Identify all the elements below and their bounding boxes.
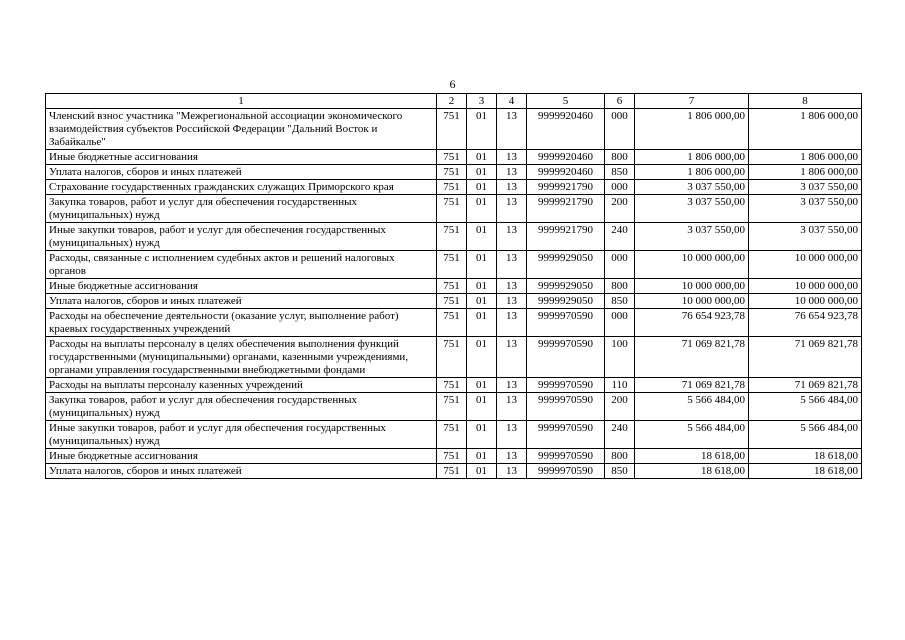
target-article-code: 9999920460 [527,109,605,150]
table-row [46,279,862,294]
amount-column-7: 76 654 923,78 [635,309,749,337]
section-code: 01 [467,279,497,294]
column-header: 5 [527,94,605,109]
table-header-row [46,94,862,109]
table-row [46,294,862,309]
section-code: 01 [467,309,497,337]
subsection-code: 13 [497,150,527,165]
expense-name: Расходы, связанные с исполнением судебных актов и решений налоговых органов [46,251,437,279]
subsection-code: 13 [497,180,527,195]
subsection-code: 13 [497,294,527,309]
amount-column-7: 3 037 550,00 [635,223,749,251]
target-article-code: 9999921790 [527,180,605,195]
column-header: 1 [46,94,437,109]
column-header: 8 [749,94,862,109]
expense-type-code: 000 [605,180,635,195]
table-row [46,464,862,479]
expense-type-code: 100 [605,337,635,378]
table-row [46,109,862,150]
amount-column-8: 10 000 000,00 [749,279,862,294]
target-article-code: 9999970590 [527,309,605,337]
amount-column-7: 10 000 000,00 [635,251,749,279]
column-header: 2 [437,94,467,109]
target-article-code: 9999970590 [527,378,605,393]
expense-type-code: 200 [605,393,635,421]
subsection-code: 13 [497,223,527,251]
expense-name: Уплата налогов, сборов и иных платежей [46,165,437,180]
ministry-code: 751 [437,150,467,165]
amount-column-7: 18 618,00 [635,464,749,479]
amount-column-7: 18 618,00 [635,449,749,464]
section-code: 01 [467,150,497,165]
expense-type-code: 000 [605,109,635,150]
amount-column-8: 71 069 821,78 [749,378,862,393]
table-row [46,195,862,223]
ministry-code: 751 [437,251,467,279]
target-article-code: 9999921790 [527,195,605,223]
expense-type-code: 000 [605,309,635,337]
target-article-code: 9999970590 [527,449,605,464]
amount-column-8: 10 000 000,00 [749,251,862,279]
table-row [46,337,862,378]
section-code: 01 [467,195,497,223]
target-article-code: 9999929050 [527,294,605,309]
expense-name: Уплата налогов, сборов и иных платежей [46,294,437,309]
column-header: 6 [605,94,635,109]
expense-type-code: 850 [605,294,635,309]
target-article-code: 9999970590 [527,464,605,479]
expense-type-code: 800 [605,150,635,165]
subsection-code: 13 [497,279,527,294]
expense-type-code: 800 [605,279,635,294]
expense-name: Иные бюджетные ассигнования [46,150,437,165]
amount-column-8: 10 000 000,00 [749,294,862,309]
subsection-code: 13 [497,309,527,337]
column-header: 7 [635,94,749,109]
subsection-code: 13 [497,393,527,421]
section-code: 01 [467,180,497,195]
page-number: 6 [449,77,456,91]
target-article-code: 9999970590 [527,337,605,378]
ministry-code: 751 [437,279,467,294]
expense-name: Иные закупки товаров, работ и услуг для обеспечения государственных (муниципальных) нужд [46,421,437,449]
target-article-code: 9999929050 [527,251,605,279]
amount-column-7: 5 566 484,00 [635,421,749,449]
amount-column-8: 18 618,00 [749,449,862,464]
section-code: 01 [467,421,497,449]
ministry-code: 751 [437,165,467,180]
amount-column-7: 71 069 821,78 [635,378,749,393]
subsection-code: 13 [497,195,527,223]
expense-type-code: 850 [605,464,635,479]
budget-table [45,93,862,479]
subsection-code: 13 [497,378,527,393]
ministry-code: 751 [437,393,467,421]
amount-column-8: 71 069 821,78 [749,337,862,378]
amount-column-8: 5 566 484,00 [749,393,862,421]
column-header: 3 [467,94,497,109]
subsection-code: 13 [497,109,527,150]
section-code: 01 [467,393,497,421]
table-row [46,165,862,180]
section-code: 01 [467,165,497,180]
amount-column-7: 3 037 550,00 [635,195,749,223]
table-row [46,150,862,165]
table-row [46,251,862,279]
section-code: 01 [467,449,497,464]
expense-type-code: 200 [605,195,635,223]
expense-type-code: 000 [605,251,635,279]
section-code: 01 [467,294,497,309]
expense-name: Членский взнос участника "Межрегиональной ассоциации экономического взаимодействия субъектов Российской Федерации "Дальний Восток и Забайкалье" [46,109,437,150]
expense-type-code: 110 [605,378,635,393]
amount-column-8: 3 037 550,00 [749,223,862,251]
ministry-code: 751 [437,294,467,309]
section-code: 01 [467,109,497,150]
table-row [46,393,862,421]
table-row [46,223,862,251]
expense-name: Иные закупки товаров, работ и услуг для обеспечения государственных (муниципальных) нужд [46,223,437,251]
table-row [46,449,862,464]
target-article-code: 9999921790 [527,223,605,251]
expense-name: Расходы на обеспечение деятельности (оказание услуг, выполнение работ) краевых государственных учреждений [46,309,437,337]
subsection-code: 13 [497,421,527,449]
ministry-code: 751 [437,337,467,378]
ministry-code: 751 [437,464,467,479]
expense-type-code: 850 [605,165,635,180]
table-row [46,378,862,393]
expense-name: Закупка товаров, работ и услуг для обеспечения государственных (муниципальных) нужд [46,393,437,421]
ministry-code: 751 [437,180,467,195]
ministry-code: 751 [437,309,467,337]
ministry-code: 751 [437,421,467,449]
expense-type-code: 240 [605,223,635,251]
expense-name: Закупка товаров, работ и услуг для обеспечения государственных (муниципальных) нужд [46,195,437,223]
expense-name: Расходы на выплаты персоналу казенных учреждений [46,378,437,393]
amount-column-7: 5 566 484,00 [635,393,749,421]
subsection-code: 13 [497,464,527,479]
amount-column-8: 1 806 000,00 [749,109,862,150]
section-code: 01 [467,251,497,279]
amount-column-7: 1 806 000,00 [635,109,749,150]
target-article-code: 9999920460 [527,165,605,180]
ministry-code: 751 [437,109,467,150]
amount-column-8: 18 618,00 [749,464,862,479]
section-code: 01 [467,464,497,479]
target-article-code: 9999929050 [527,279,605,294]
amount-column-8: 5 566 484,00 [749,421,862,449]
amount-column-7: 1 806 000,00 [635,150,749,165]
ministry-code: 751 [437,223,467,251]
table-body [46,109,862,479]
target-article-code: 9999920460 [527,150,605,165]
expense-name: Иные бюджетные ассигнования [46,279,437,294]
expense-name: Страхование государственных гражданских служащих Приморского края [46,180,437,195]
section-code: 01 [467,337,497,378]
amount-column-7: 1 806 000,00 [635,165,749,180]
subsection-code: 13 [497,251,527,279]
table-row [46,180,862,195]
table-row [46,309,862,337]
ministry-code: 751 [437,378,467,393]
expense-name: Иные бюджетные ассигнования [46,449,437,464]
ministry-code: 751 [437,449,467,464]
subsection-code: 13 [497,449,527,464]
amount-column-7: 3 037 550,00 [635,180,749,195]
expense-name: Уплата налогов, сборов и иных платежей [46,464,437,479]
amount-column-7: 10 000 000,00 [635,294,749,309]
amount-column-8: 1 806 000,00 [749,165,862,180]
target-article-code: 9999970590 [527,421,605,449]
amount-column-7: 10 000 000,00 [635,279,749,294]
expense-type-code: 240 [605,421,635,449]
subsection-code: 13 [497,165,527,180]
subsection-code: 13 [497,337,527,378]
amount-column-8: 3 037 550,00 [749,195,862,223]
section-code: 01 [467,223,497,251]
target-article-code: 9999970590 [527,393,605,421]
amount-column-7: 71 069 821,78 [635,337,749,378]
ministry-code: 751 [437,195,467,223]
section-code: 01 [467,378,497,393]
expense-type-code: 800 [605,449,635,464]
table-row [46,421,862,449]
expense-name: Расходы на выплаты персоналу в целях обеспечения выполнения функций государственными (муниципальными) органами, казенными учреждениями, органами управления государственными внебюджетными фондами [46,337,437,378]
column-header: 4 [497,94,527,109]
amount-column-8: 76 654 923,78 [749,309,862,337]
amount-column-8: 1 806 000,00 [749,150,862,165]
amount-column-8: 3 037 550,00 [749,180,862,195]
